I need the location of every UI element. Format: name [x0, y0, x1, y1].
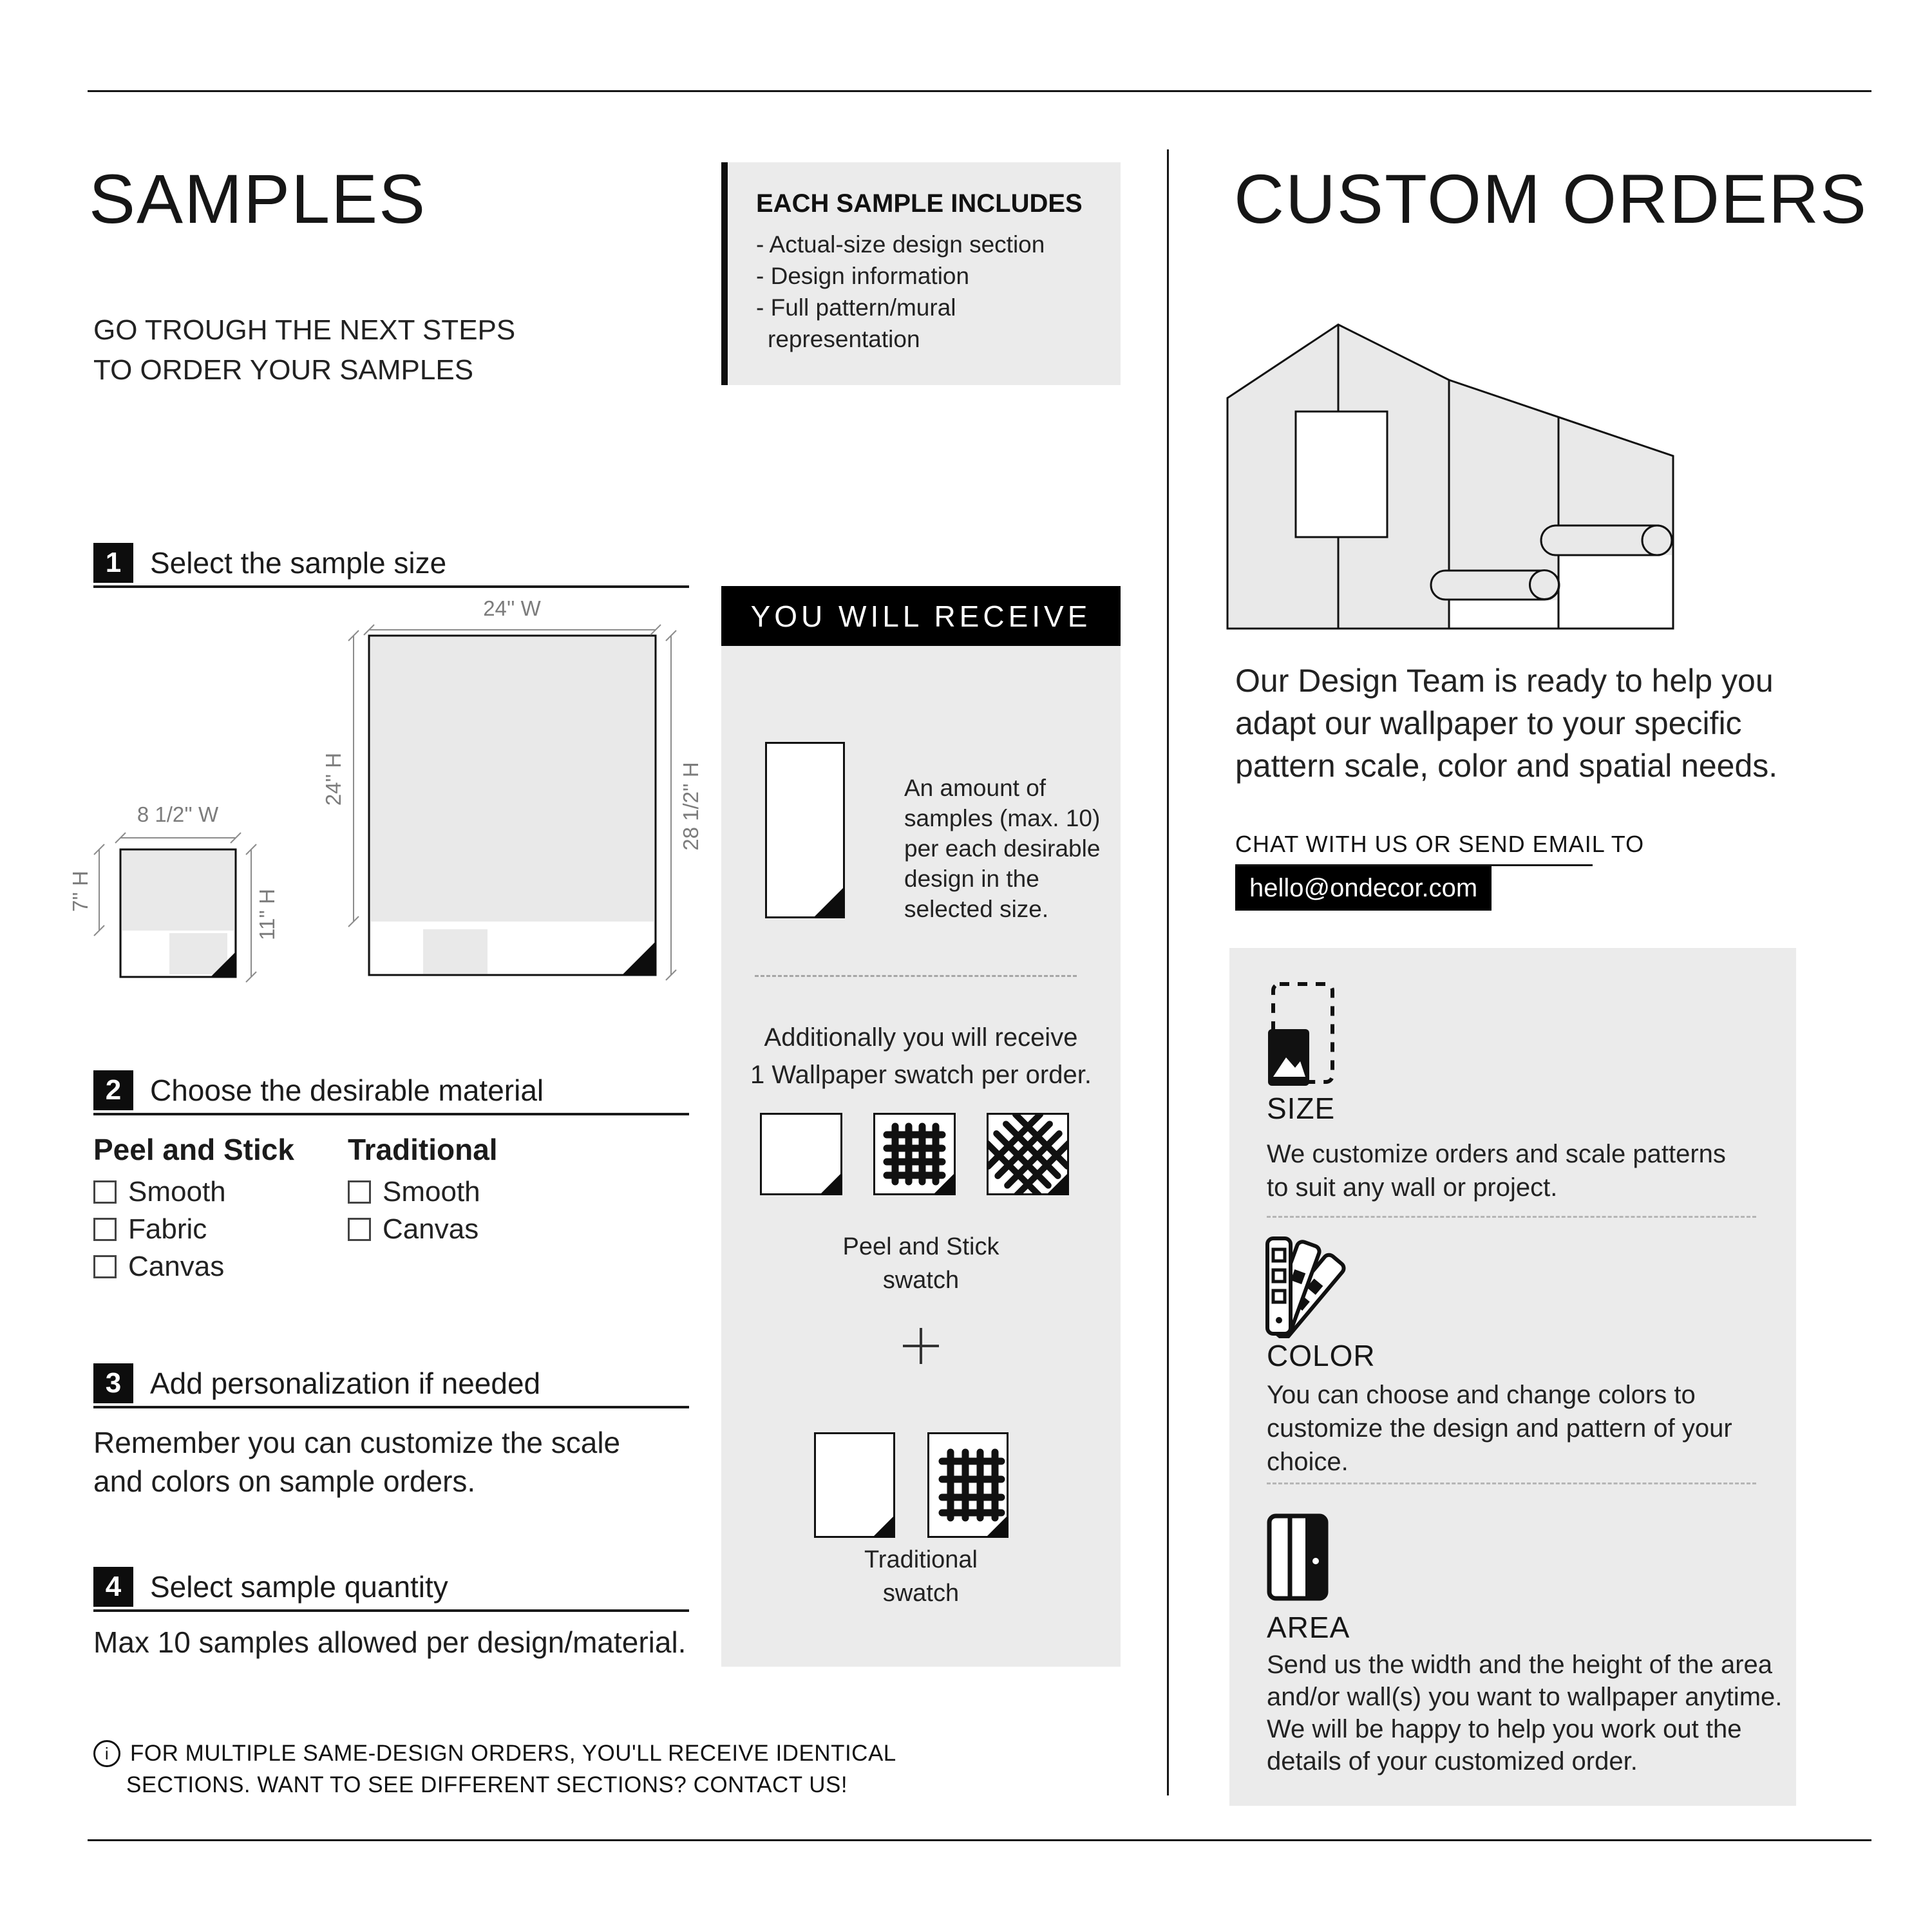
peel-option-smooth[interactable] — [93, 1176, 226, 1208]
top-rule — [88, 90, 1871, 92]
receive-line-3: per each desirable — [904, 835, 1101, 862]
additionally-text — [721, 1019, 1121, 1094]
folded-corner-icon — [813, 887, 844, 918]
receive-line-2: samples (max. 10) — [904, 805, 1101, 831]
area-text-line-2: and/or wall(s) you want to wallpaper anytime. — [1267, 1683, 1783, 1711]
receive-line-4: design in the — [904, 866, 1039, 892]
plain-swatch-icon — [760, 1113, 842, 1195]
folded-corner-icon — [820, 1173, 842, 1195]
samples-title: SAMPLES — [89, 160, 427, 238]
dim-small-width: 8 1/2'' W — [137, 802, 219, 826]
size-text — [1267, 1137, 1726, 1204]
traditional-option-smooth[interactable] — [348, 1176, 480, 1208]
card-dashed-separator — [1267, 1482, 1756, 1484]
intro-line-2: TO ORDER YOUR SAMPLES — [93, 354, 474, 386]
dim-large-height-left: 24'' H — [321, 752, 345, 806]
footnote-line-1 — [93, 1740, 896, 1767]
footnote-text-1: FOR MULTIPLE SAME-DESIGN ORDERS, YOU'LL RECEIVE IDENTICAL — [130, 1741, 896, 1766]
design-team-intro-line-3: pattern scale, color and spatial needs. — [1235, 748, 1778, 784]
design-team-intro-line-2: adapt our wallpaper to your specific — [1235, 705, 1742, 741]
area-icon — [1265, 1512, 1330, 1602]
additionally-line-2: 1 Wallpaper swatch per order. — [750, 1061, 1092, 1089]
area-heading: AREA — [1267, 1611, 1350, 1644]
size-icon — [1267, 979, 1338, 1088]
step-3-title: Add personalization if needed — [150, 1367, 541, 1400]
includes-item-3: - Full pattern/mural — [756, 294, 956, 321]
receive-line-1: An amount of — [904, 775, 1046, 801]
traditional-swatch-label — [721, 1543, 1121, 1610]
color-text — [1267, 1378, 1732, 1479]
step-1-title: Select the sample size — [150, 546, 447, 580]
step-4-note: Max 10 samples allowed per design/material. — [93, 1625, 687, 1659]
area-text-line-1: Send us the width and the height of the area — [1267, 1651, 1773, 1679]
receive-line-5: selected size. — [904, 896, 1049, 922]
area-text-line-3: We will be happy to help you work out the — [1267, 1715, 1742, 1743]
color-text-line-3: choice. — [1267, 1448, 1349, 1476]
folded-corner-icon — [873, 1515, 895, 1537]
sample-sheet-icon — [765, 742, 845, 918]
size-text-line-1: We customize orders and scale patterns — [1267, 1140, 1726, 1168]
includes-item-1: - Actual-size design section — [756, 231, 1045, 258]
step-3-rule — [93, 1406, 689, 1408]
step-4-title: Select sample quantity — [150, 1570, 448, 1604]
checkbox-icon[interactable] — [93, 1218, 117, 1241]
dim-small-height-right: 11'' H — [255, 889, 279, 940]
step-4-rule — [93, 1609, 689, 1612]
color-text-line-1: You can choose and change colors to — [1267, 1381, 1696, 1409]
traditional-swatch-label-line-2: swatch — [882, 1580, 960, 1607]
traditional-heading: Traditional — [348, 1133, 498, 1166]
color-text-line-2: customize the design and pattern of your — [1267, 1414, 1732, 1443]
plus-icon — [903, 1328, 939, 1364]
plain-swatch-icon — [814, 1432, 895, 1538]
column-divider — [1167, 149, 1169, 1795]
includes-item-3-cont: representation — [768, 326, 920, 352]
crosshatch-swatch-icon — [987, 1113, 1069, 1195]
email-address[interactable]: hello@ondecor.com — [1235, 866, 1492, 911]
color-heading: COLOR — [1267, 1339, 1376, 1372]
traditional-option-canvas-label: Canvas — [383, 1213, 479, 1245]
traditional-swatch-label-line-1: Traditional — [864, 1546, 978, 1573]
step-2-number: 2 — [93, 1070, 133, 1110]
you-will-receive-banner: YOU WILL RECEIVE — [721, 586, 1121, 646]
step-2-title: Choose the desirable material — [150, 1074, 544, 1107]
step-2-rule — [93, 1113, 689, 1115]
step-1-rule — [93, 585, 689, 588]
checkbox-icon[interactable] — [348, 1218, 371, 1241]
peel-option-fabric-label: Fabric — [128, 1213, 207, 1245]
intro-line-1: GO TROUGH THE NEXT STEPS — [93, 314, 516, 346]
peel-option-fabric[interactable] — [93, 1213, 207, 1245]
checkbox-icon[interactable] — [93, 1255, 117, 1278]
peel-swatch-label — [721, 1230, 1121, 1297]
step-1-header — [93, 543, 446, 583]
color-icon — [1264, 1235, 1351, 1338]
chat-label: CHAT WITH US OR SEND EMAIL TO — [1235, 831, 1645, 857]
peel-swatch-label-line-1: Peel and Stick — [842, 1233, 999, 1260]
dim-large-height-right: 28 1/2'' H — [679, 762, 703, 851]
step-3-note-line-2: and colors on sample orders. — [93, 1464, 476, 1498]
checkbox-icon[interactable] — [93, 1180, 117, 1204]
traditional-option-canvas[interactable] — [348, 1213, 478, 1245]
grid-swatch-icon — [927, 1432, 1009, 1538]
intro-text — [93, 310, 515, 390]
step-4-header — [93, 1567, 448, 1607]
step-3-header — [93, 1363, 540, 1403]
additionally-line-1: Additionally you will receive — [764, 1023, 1078, 1052]
peel-option-smooth-label: Smooth — [128, 1176, 226, 1208]
folded-corner-icon — [933, 1173, 955, 1195]
folded-corner-icon — [986, 1515, 1008, 1537]
panel-dashed-separator — [755, 975, 1077, 977]
peel-option-canvas-label: Canvas — [128, 1251, 225, 1282]
step-3-note — [93, 1423, 620, 1501]
card-dashed-separator — [1267, 1216, 1756, 1218]
receive-description — [904, 773, 1100, 924]
step-4-number: 4 — [93, 1567, 133, 1607]
wallpaper-house-illustration — [1224, 321, 1678, 635]
design-team-intro — [1235, 659, 1777, 787]
dim-large-width: 24'' W — [483, 596, 541, 620]
size-text-line-2: to suit any wall or project. — [1267, 1173, 1558, 1202]
footnote-text-2: SECTIONS. WANT TO SEE DIFFERENT SECTIONS? CONTACT US! — [126, 1772, 848, 1797]
peel-option-canvas[interactable] — [93, 1251, 224, 1283]
info-icon: i — [93, 1740, 120, 1767]
size-heading: SIZE — [1267, 1092, 1336, 1125]
folded-corner-icon — [1046, 1173, 1068, 1195]
step-1-number: 1 — [93, 543, 133, 583]
footnote-line-2 — [126, 1772, 848, 1798]
custom-orders-title: CUSTOM ORDERS — [1234, 160, 1868, 238]
step-3-number: 3 — [93, 1363, 133, 1403]
bottom-rule — [88, 1839, 1871, 1841]
traditional-option-smooth-label: Smooth — [383, 1176, 480, 1208]
includes-title: EACH SAMPLE INCLUDES — [756, 189, 1083, 218]
dim-small-height-left: 7'' H — [68, 871, 92, 912]
step-3-note-line-1: Remember you can customize the scale — [93, 1426, 621, 1459]
area-text — [1267, 1649, 1782, 1777]
each-sample-includes-box — [721, 162, 1121, 385]
grid-swatch-icon — [873, 1113, 956, 1195]
design-team-intro-line-1: Our Design Team is ready to help you — [1235, 663, 1774, 699]
step-2-header — [93, 1070, 544, 1110]
peel-swatch-label-line-2: swatch — [882, 1267, 960, 1294]
area-text-line-4: details of your customized order. — [1267, 1747, 1638, 1776]
peel-and-stick-heading: Peel and Stick — [93, 1133, 294, 1166]
includes-item-2: - Design information — [756, 263, 970, 289]
checkbox-icon[interactable] — [348, 1180, 371, 1204]
